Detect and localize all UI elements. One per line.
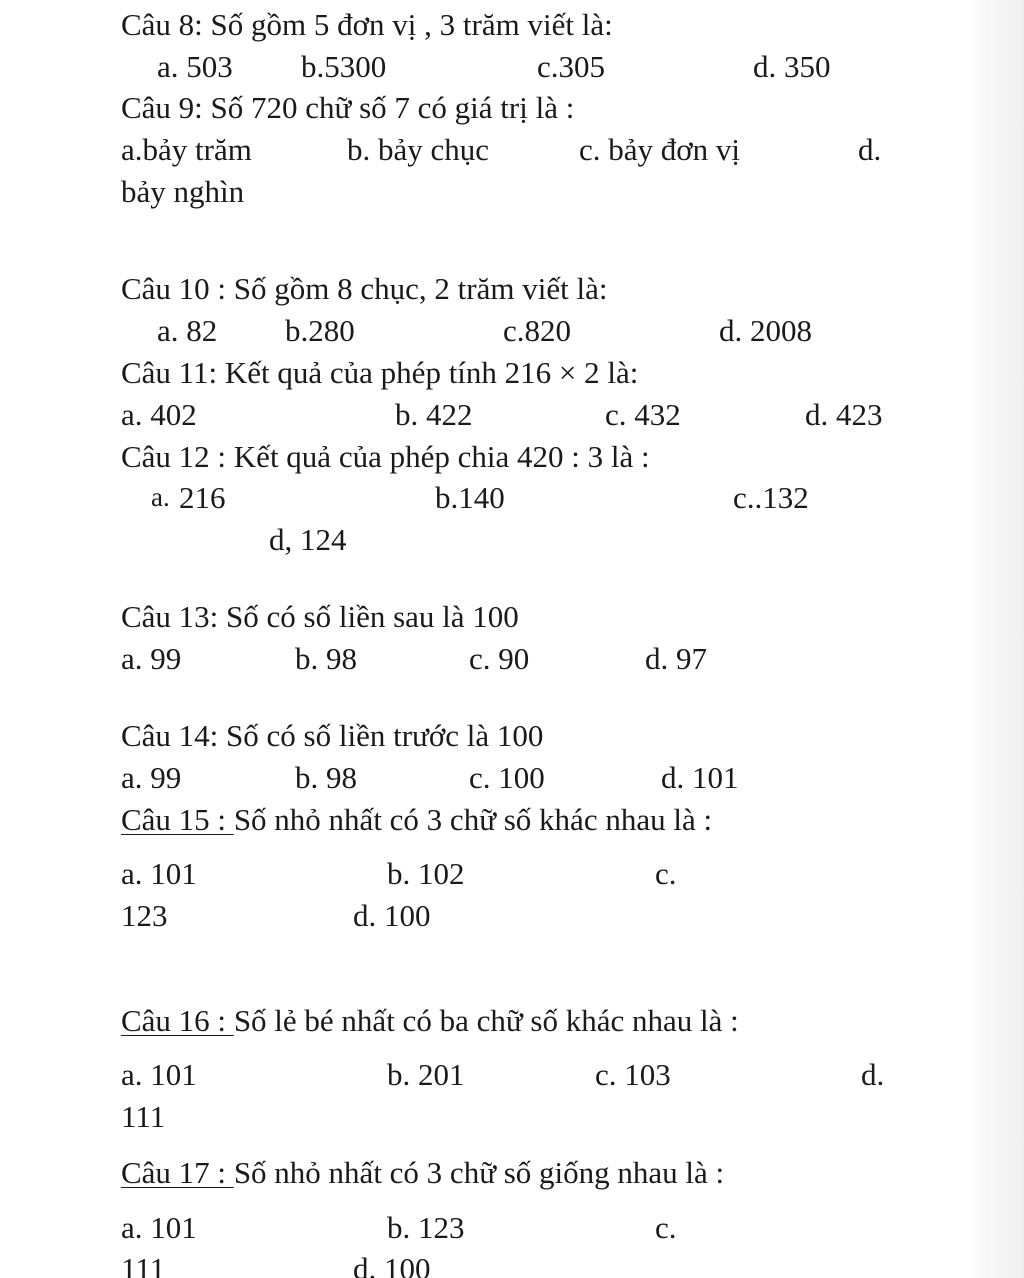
q17-option-b: b. 123 (387, 1210, 465, 1245)
q11-option-a: a. 402 (121, 397, 197, 432)
q8-option-b: b.5300 (301, 49, 387, 84)
question-16 (121, 1005, 739, 1036)
question-11: Câu 11: Kết quả của phép tính 216 × 2 là: (121, 355, 639, 390)
q13-option-c: c. 90 (469, 641, 530, 676)
q15-option-d: d. 100 (353, 898, 431, 933)
q11-option-c: c. 432 (605, 397, 681, 432)
q9-option-c: c. bảy đơn vị (579, 132, 741, 167)
q8-option-a: a. 503 (157, 49, 233, 84)
q16-label: Câu 16 : (121, 1003, 234, 1038)
question-8: Câu 8: Số gồm 5 đơn vị , 3 trăm viết là: (121, 7, 613, 42)
q16-option-c: c. 103 (595, 1057, 671, 1092)
q17-option-c-continued: 111 (121, 1251, 166, 1278)
q15-option-b: b. 102 (387, 856, 465, 891)
q13-option-d: d. 97 (645, 641, 707, 676)
q14-option-d: d. 101 (661, 760, 739, 795)
page-edge-shadow (964, 0, 1024, 1278)
q12-option-a-value: 216 (179, 480, 226, 515)
question-14: Câu 14: Số có số liền trước là 100 (121, 718, 544, 753)
q16-text: Số lẻ bé nhất có ba chữ số khác nhau là : (233, 1003, 739, 1038)
q17-label: Câu 17 : (121, 1155, 234, 1190)
q13-option-a: a. 99 (121, 641, 182, 676)
q16-option-d-continued: 111 (121, 1099, 166, 1134)
q12-option-c: c..132 (733, 480, 809, 515)
q14-option-b: b. 98 (295, 760, 357, 795)
q16-option-b: b. 201 (387, 1057, 465, 1092)
q15-option-c: c. (655, 856, 677, 891)
q13-option-b: b. 98 (295, 641, 357, 676)
q15-option-c-continued: 123 (121, 898, 168, 933)
question-9: Câu 9: Số 720 chữ số 7 có giá trị là : (121, 90, 575, 125)
question-13: Câu 13: Số có số liền sau là 100 (121, 599, 519, 634)
q9-option-a: a.bảy trăm (121, 132, 252, 167)
question-12: Câu 12 : Kết quả của phép chia 420 : 3 là : (121, 439, 650, 474)
q14-option-a: a. 99 (121, 760, 182, 795)
q9-option-d: d. (858, 132, 882, 167)
q17-option-c: c. (655, 1210, 677, 1245)
q9-option-d-continued: bảy nghìn (121, 174, 245, 209)
q11-option-d: d. 423 (805, 397, 883, 432)
q15-text: Số nhỏ nhất có 3 chữ số khác nhau là : (233, 802, 713, 837)
q9-option-b: b. bảy chục (347, 132, 490, 167)
q12-option-a-prefix: a. (151, 482, 170, 512)
q17-option-d: d. 100 (353, 1251, 431, 1278)
q12-option-d: d, 124 (269, 522, 347, 557)
q17-option-a: a. 101 (121, 1210, 197, 1245)
q8-option-c: c.305 (537, 49, 606, 84)
q17-text: Số nhỏ nhất có 3 chữ số giống nhau là : (233, 1155, 725, 1190)
q10-option-c: c.820 (503, 313, 572, 348)
q16-option-a: a. 101 (121, 1057, 197, 1092)
question-10: Câu 10 : Số gồm 8 chục, 2 trăm viết là: (121, 271, 608, 306)
q10-option-a: a. 82 (157, 313, 218, 348)
question-15 (121, 804, 712, 835)
q11-option-b: b. 422 (395, 397, 473, 432)
q15-label: Câu 15 : (121, 802, 234, 837)
q15-option-a: a. 101 (121, 856, 197, 891)
q16-option-d: d. (861, 1057, 885, 1092)
q14-option-c: c. 100 (469, 760, 545, 795)
q10-option-d: d. 2008 (719, 313, 812, 348)
question-17 (121, 1157, 724, 1188)
q12-option-b: b.140 (435, 480, 505, 515)
q10-option-b: b.280 (285, 313, 355, 348)
q8-option-d: d. 350 (753, 49, 831, 84)
